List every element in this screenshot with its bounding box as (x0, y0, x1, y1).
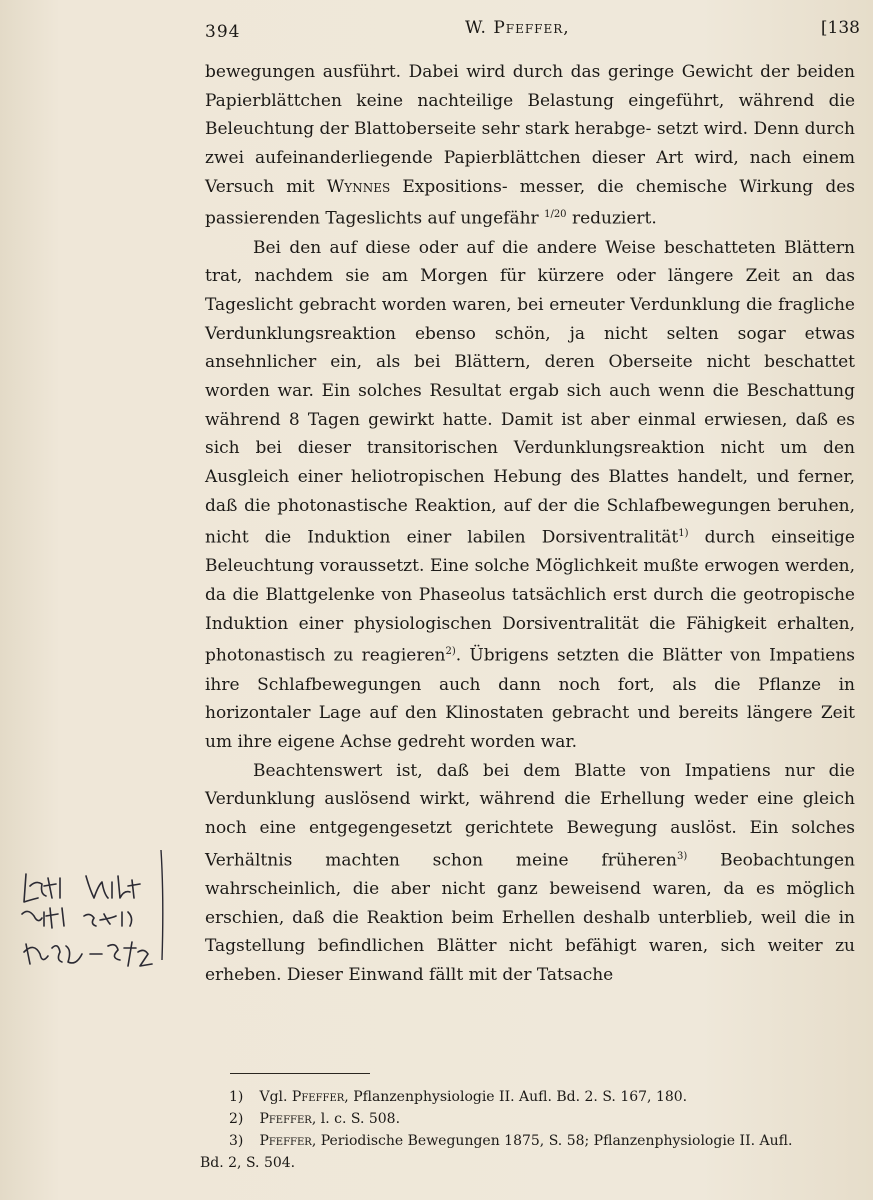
section-reference: [138 (820, 18, 860, 38)
running-title (465, 18, 570, 38)
paragraph-1-line-4: setzt wird. Denn durch zwei aufeinanderliegende Papierblättchen (205, 119, 855, 168)
handwritten-marginalia (0, 868, 180, 988)
footnote-1-author: Pfeffer, (291, 1089, 349, 1105)
paragraph-3-text-a: Beachtenswert ist, daß bei dem Blatte von Impatiens nur die Verdunklung auslösend wirkt, während die Erhellung weder eine gleich noch eine entgegengesetzt gerichtete Bewegung auslöst. Ein solches Verhältnis machten schon meine früheren (205, 760, 855, 871)
paragraph-1-line-6: messer, die chemische Wirkung des passierenden Tageslichts auf (205, 176, 856, 229)
footnote-3: 3) Pfeffer, Periodische Bewegungen 1875, S. 58; Pflanzenphysiologie II. Aufl. (229, 1133, 793, 1149)
footnotes (200, 1086, 860, 1174)
paragraph-1-line-1: bewegungen ausführt. Dabei wird durch das geringe Gewicht (205, 62, 753, 82)
fraction-numerator: 1 (544, 209, 551, 221)
running-header (205, 18, 860, 44)
author-name: Pfeffer, (493, 18, 570, 38)
body-text (205, 58, 855, 990)
paragraph-1-line-5-end: Expositions- (402, 176, 508, 197)
paragraph-1 (205, 58, 855, 234)
paragraph-2-text-a: Bei den auf diese oder auf die andere Weise beschatteten Blättern trat, nachdem sie am Morgen für kürzere oder längere Zeit an das Tageslicht gebracht worden waren, bei erneuter Verdunklung die fragliche Verdunklungsreaktion ebenso schön, ja nicht selten sogar etwas ansehnlicher ein, als bei Blättern, deren Oberseite nicht beschattet worden war. Ein solches Resultat ergab sich auch wenn die Beschattung während 8 Tagen gewirkt hatte. Damit ist aber einmal erwiesen, daß es sich bei dieser transitorischen Verdunklungsreaktion nicht um den Ausgleich einer heliotropischen Hebung des Blattes handelt, und ferner, daß die photonastische Reaktion, auf der die Schlafbewegungen beruhen, nicht die Induktion einer labilen Dorsiventralität (205, 237, 855, 548)
footnote-2-author: Pfeffer, (259, 1111, 317, 1127)
paragraph-2-text-b: durch einseitige Beleuchtung voraussetzt. Eine solche Möglichkeit mußte erwogen werden, da die Blattgelenke von Phaseolus tatsächlich erst durch die geotropische Induktion einer physiologischen Dorsiventralität die Fähigkeit erhalten, photonastisch zu reagieren (205, 527, 855, 667)
author-initial: W. (465, 18, 487, 38)
footnote-1-pre: Vgl. (259, 1089, 288, 1105)
margin-bracket-line (158, 848, 168, 963)
paragraph-2 (205, 234, 855, 757)
paragraph-3-text-b: Beobachtungen wahrscheinlich, die aber nicht ganz beweisend waren, da es möglich erschien, daß die Reaktion beim Erhellen deshalb unterblieb, weil die in Tagstellung befindlichen Blätter nicht befähigt waren, sich weiter zu erheben. Dieser Einwand fällt mit der Tatsache (205, 850, 855, 985)
paragraph-2-text-c: . Übrigens setzten die Blätter von Impatiens ihre Schlafbewegungen auch dann noch fort, als die Pflanze in horizontaler Lage auf den Klinostaten gebracht und bereits längere Zeit um ihre eigene Achse gedreht worden war. (205, 646, 855, 753)
footnote-1: 1) Vgl. Pfeffer, Pflanzenphysiologie II. Aufl. Bd. 2. S. 167, 180. (229, 1089, 688, 1105)
paragraph-1-line-7: ungefähr (460, 208, 539, 229)
paragraph-1-line-5: dieser Art wird, nach einem Versuch mit (205, 147, 855, 197)
paragraph-1-line-2: der beiden Papierblättchen keine nachteilige Belastung eingeführt, (205, 62, 856, 111)
footnote-3-cont: Bd. 2, S. 504. (200, 1155, 296, 1171)
footnote-2: 2) Pfeffer, l. c. S. 508. (229, 1111, 401, 1127)
footnote-ref-1[interactable]: 1) (678, 528, 689, 540)
footnote-2-text: l. c. S. 508. (320, 1111, 401, 1127)
footnote-3-continuation (200, 1152, 860, 1174)
footnote-3-author: Pfeffer, (259, 1133, 317, 1149)
paragraph-3 (205, 757, 855, 990)
footnote-3-text: Periodische Bewegungen 1875, S. 58; Pflanzenphysiologie II. Aufl. (320, 1133, 793, 1149)
footnote-ref-3[interactable]: 3) (676, 850, 688, 862)
paragraph-1-end: reduziert. (571, 208, 657, 229)
footnote-ref-2[interactable]: 2) (445, 646, 456, 658)
page-number: 394 (205, 22, 241, 42)
paragraph-1-line-3: während die Beleuchtung der Blattoberseite sehr stark herabge- (205, 90, 855, 140)
wynnes-name: Wynnes (326, 176, 391, 197)
footnote-divider (230, 1073, 370, 1074)
fraction-denominator: 20 (553, 209, 567, 221)
fraction: 1/20 (544, 209, 567, 221)
footnote-1-text: Pflanzenphysiologie II. Aufl. Bd. 2. S. 167, 180. (353, 1089, 688, 1105)
